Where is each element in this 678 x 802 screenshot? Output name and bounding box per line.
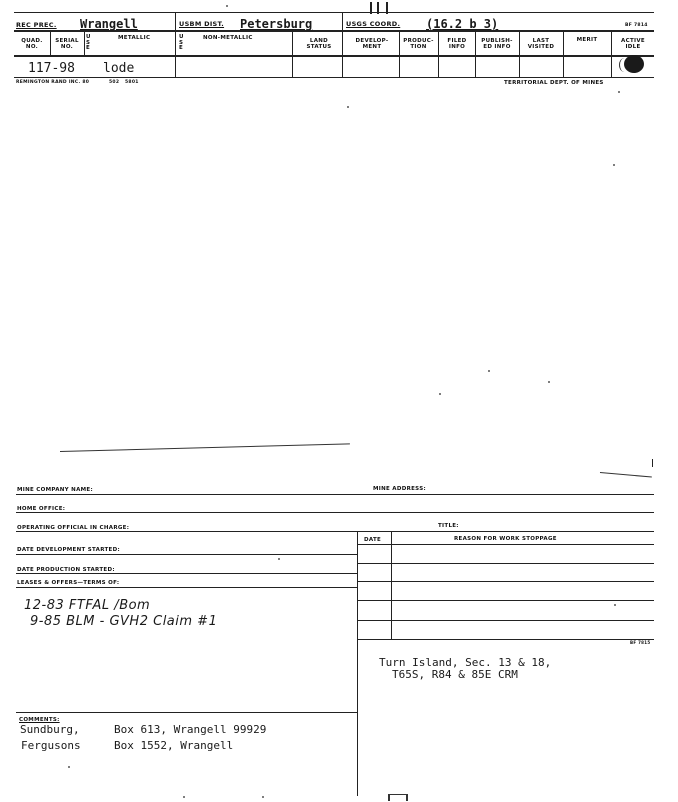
comment-name-2: Fergusons <box>21 739 81 752</box>
rule-stoppage-1 <box>357 563 654 564</box>
col-divider-dev <box>399 30 400 77</box>
col-development: DEVELOP-MENT <box>355 38 389 50</box>
speck <box>439 393 441 395</box>
col-divider-prod <box>438 30 439 77</box>
card-edge-right <box>600 472 652 478</box>
col-divider-publ <box>519 30 520 77</box>
location-line-2: T65S, R84 & 85E CRM <box>392 668 518 681</box>
card-edge-tick <box>652 459 653 467</box>
punch-hole-edge <box>619 58 630 72</box>
col-published-info: PUBLISH-ED INFO <box>481 38 513 50</box>
rule-comments <box>16 712 358 713</box>
speck <box>278 558 280 560</box>
speck <box>488 370 490 372</box>
comment-address-1: Box 613, Wrangell 99929 <box>114 723 267 736</box>
reason-col-header: REASON FOR WORK STOPPAGE <box>454 536 557 542</box>
rec-prec-value: Wrangell <box>80 17 138 31</box>
usgs-coord-label: USGS COORD. <box>346 20 401 28</box>
ledger-mark-center <box>377 2 379 14</box>
date-col-header: DATE <box>364 537 382 543</box>
col-filed-info: FILED INFO <box>447 38 467 50</box>
col-divider-serial <box>84 30 85 56</box>
speck <box>618 91 620 93</box>
comment-name-1: Sundburg, <box>20 723 80 736</box>
metallic-value: lode <box>103 61 135 76</box>
ledger-mark <box>370 2 388 14</box>
usbm-dist-value: Petersburg <box>240 17 313 31</box>
usgs-coord-value: (16.2 b 3) <box>426 17 499 31</box>
speck <box>183 796 185 798</box>
col-merit: MERIT <box>576 37 598 43</box>
title-label: TITLE: <box>438 523 459 529</box>
comment-address-2: Box 1552, Wrangell <box>114 739 234 752</box>
divider-center <box>357 531 358 796</box>
rule-operating <box>16 531 654 532</box>
speck <box>347 106 349 108</box>
rule-stoppage-2 <box>357 581 654 582</box>
speck <box>226 5 228 7</box>
speck <box>262 796 264 798</box>
printer-code-2: 5801 <box>125 80 139 85</box>
location-line-1: Turn Island, Sec. 13 & 18, <box>379 656 552 669</box>
form-number: BF 7814 <box>625 23 648 28</box>
rule-stoppage-5 <box>357 639 654 640</box>
mine-company-name-label: MINE COMPANY NAME: <box>17 487 93 493</box>
header-divider-1 <box>175 12 176 77</box>
rule-date-prod <box>16 573 358 574</box>
mine-address-label: MINE ADDRESS: <box>373 486 426 492</box>
rule-stoppage-4 <box>357 620 654 621</box>
col-land-status: LAND STATUS <box>306 38 332 50</box>
department-credit: TERRITORIAL DEPT. OF MINES <box>504 80 604 86</box>
data-row-bottom-rule <box>14 77 654 78</box>
home-office-label: HOME OFFICE: <box>17 506 66 512</box>
serial-value: 117-98 <box>28 61 75 76</box>
rule-date-dev <box>16 554 358 555</box>
rule-leases <box>16 587 358 588</box>
form-number-2: BF 7815 <box>630 640 651 645</box>
rule-mine-company <box>16 494 654 495</box>
date-production-label: DATE PRODUCTION STARTED: <box>17 567 115 573</box>
col-divider-last <box>563 30 564 77</box>
col-serial-no: SERIAL NO. <box>55 38 79 50</box>
header-top-rule <box>14 12 654 13</box>
card-edge-left <box>60 443 350 452</box>
col-non-metallic: NON-METALLIC <box>203 35 253 41</box>
handwritten-line-1: 12-83 FTFAL /Bom <box>24 598 151 613</box>
col-divider-merit <box>611 30 612 77</box>
usbm-dist-label: USBM DIST. <box>179 20 225 28</box>
rule-home-office <box>16 512 654 513</box>
col-divider-nonmet <box>292 30 293 77</box>
leases-label: LEASES & OFFERS—TERMS OF: <box>17 580 120 586</box>
rule-date-header <box>357 544 654 545</box>
rule-stoppage-3 <box>357 600 654 601</box>
date-development-label: DATE DEVELOPMENT STARTED: <box>17 547 120 553</box>
divider-date-col <box>391 531 392 639</box>
handwritten-line-2: 9-85 BLM - GVH2 Claim #1 <box>30 614 218 629</box>
col-metallic: METALLIC <box>118 35 151 41</box>
col-active-idle: ACTIVE IDLE <box>621 38 645 50</box>
speck <box>613 164 615 166</box>
header-divider-2 <box>342 12 343 77</box>
col-production: PRODUC-TION <box>403 38 434 50</box>
col-divider-filed <box>475 30 476 77</box>
speck <box>68 766 70 768</box>
printer-credit: REMINGTON RAND INC. 80 <box>16 80 90 85</box>
printer-code-1: 502 <box>109 80 120 85</box>
rec-prec-label: REC PREC. <box>16 21 57 29</box>
col-last-visited: LAST VISITED <box>527 38 555 50</box>
speck <box>614 604 616 606</box>
operating-official-label: OPERATING OFFICIAL IN CHARGE: <box>17 525 130 531</box>
col-use-2: U S E <box>179 34 184 51</box>
bottom-ledger-mark <box>388 794 408 801</box>
comments-label: COMMENTS: <box>19 717 60 723</box>
speck <box>548 381 550 383</box>
col-quad-no: QUAD. NO. <box>21 38 43 50</box>
col-use-1: U S E <box>86 34 91 51</box>
columns-bottom-rule <box>14 55 654 57</box>
